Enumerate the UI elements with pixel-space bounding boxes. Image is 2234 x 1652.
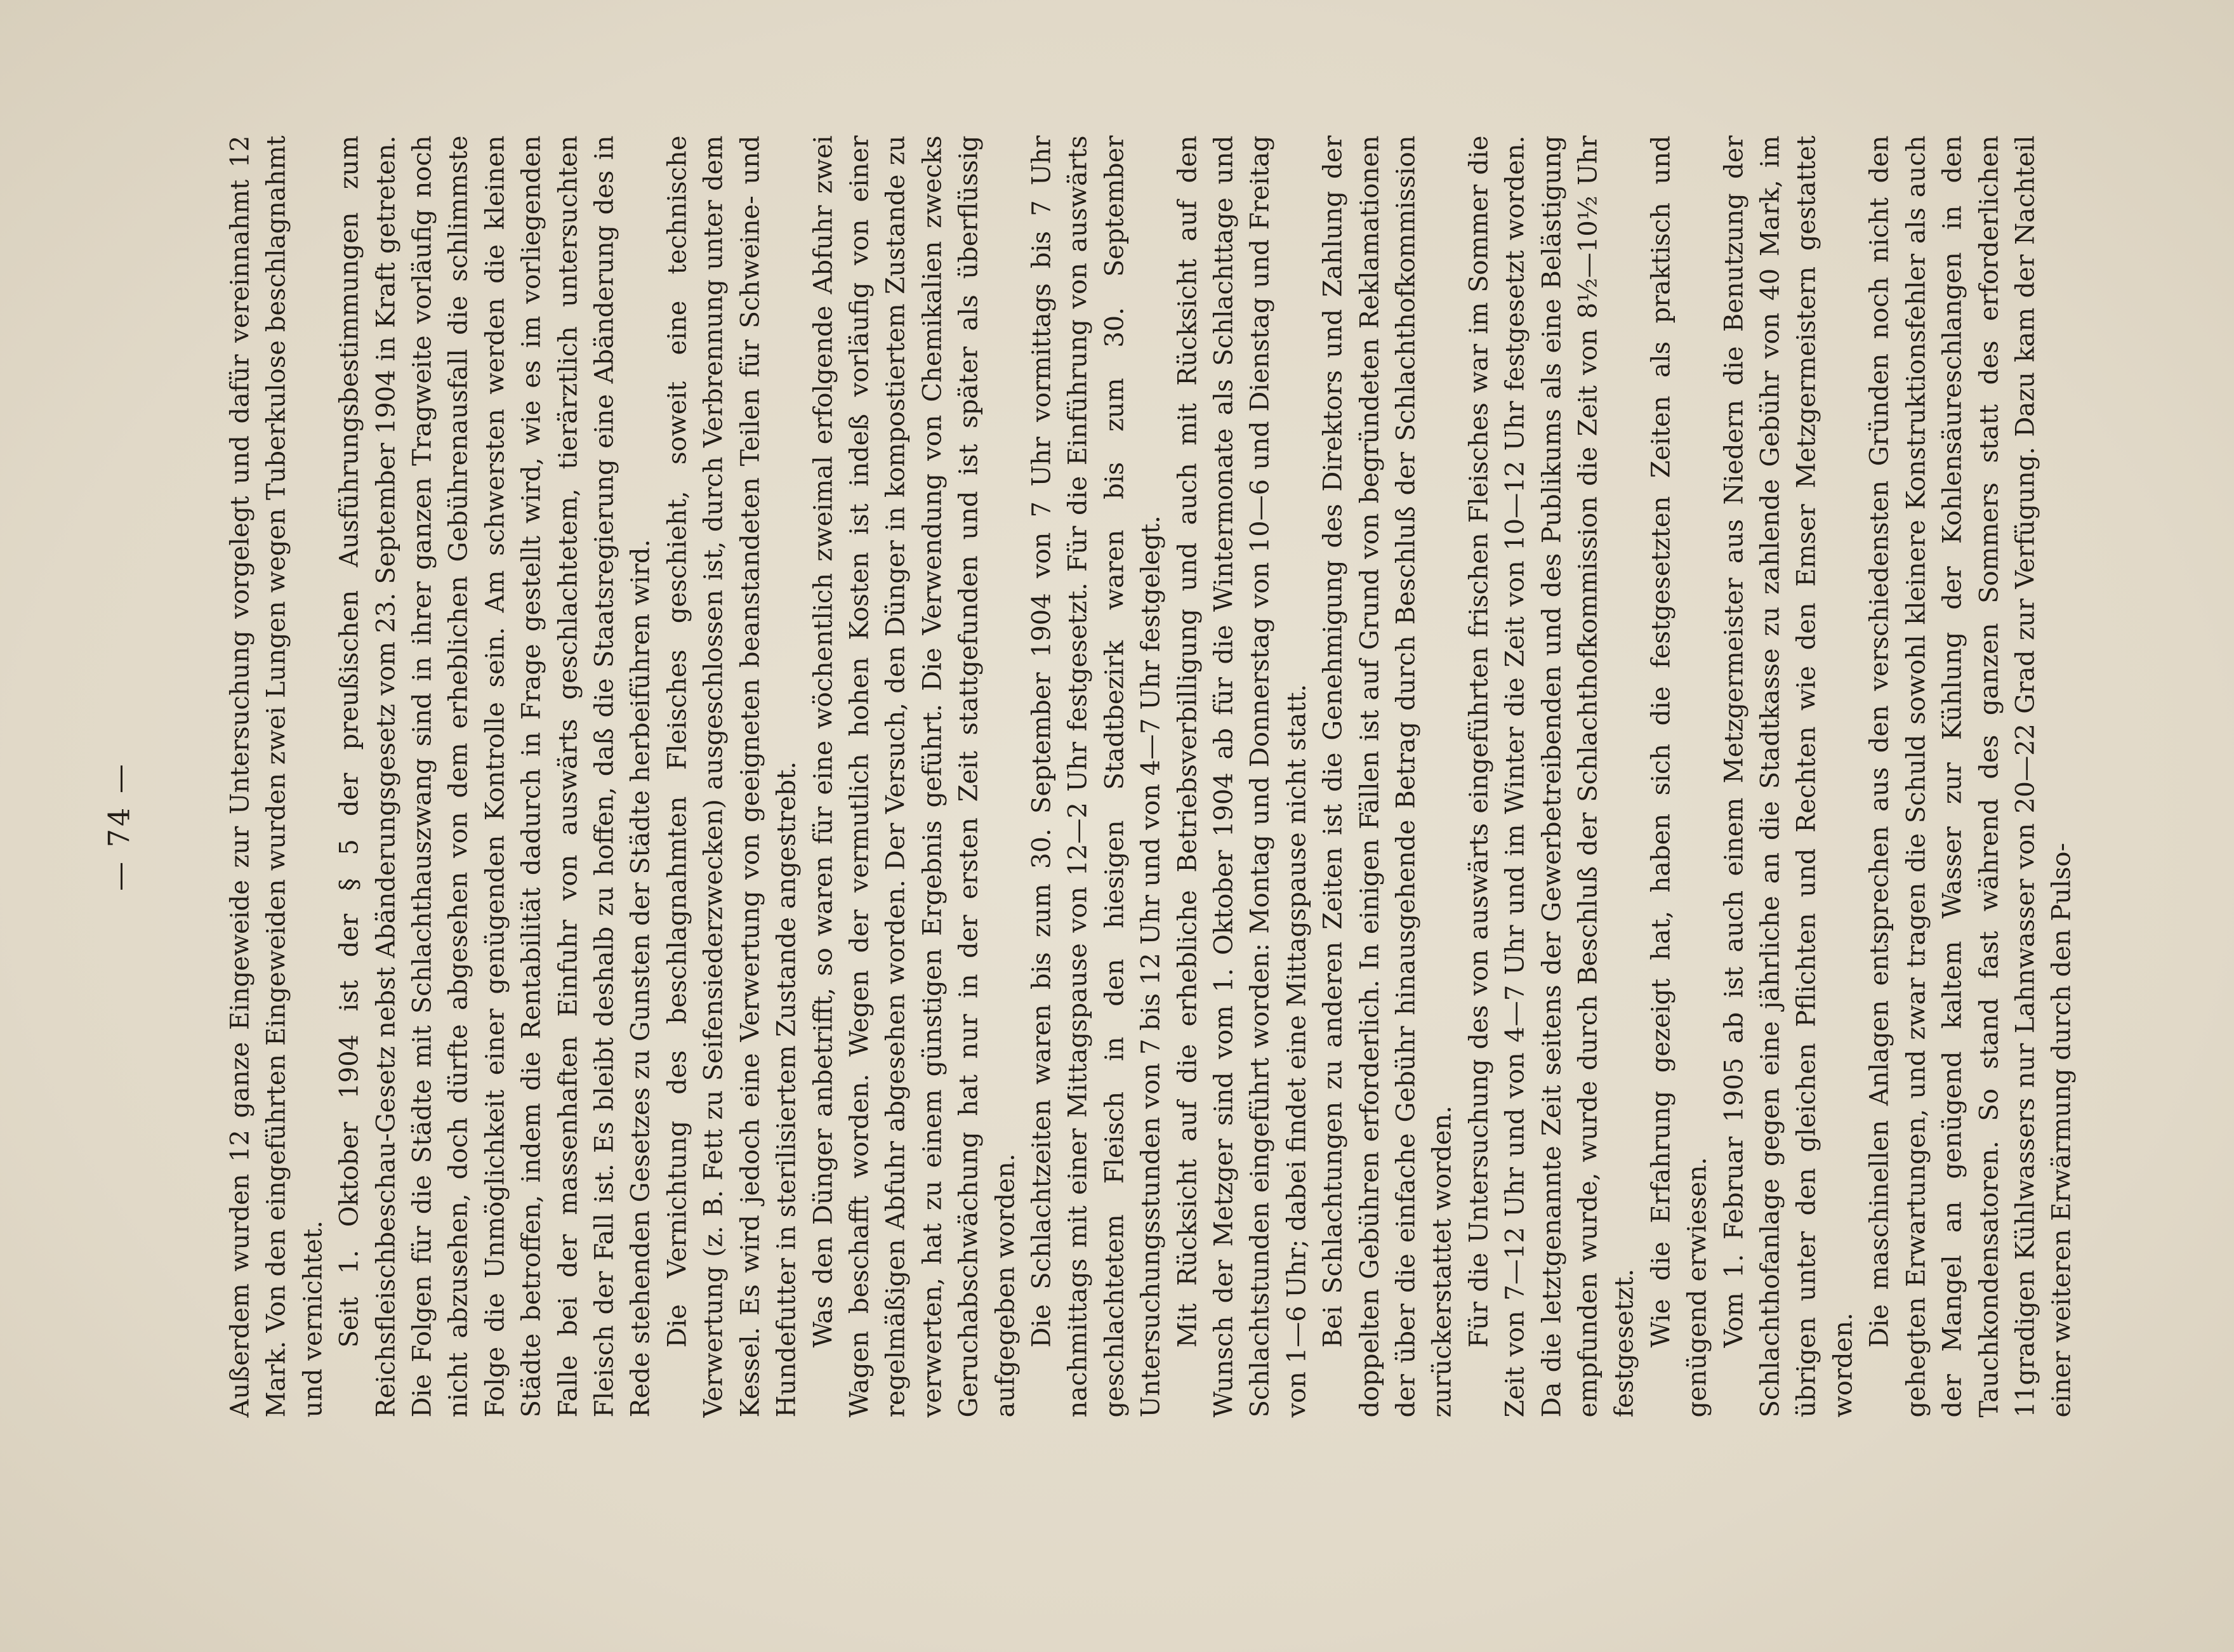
paragraph-ausfuehrungsbestimmungen: Seit 1. Oktober 1904 ist der § 5 der preußischen Ausführungsbestimmungen zum Reichsfleischbeschau-Gesetz nebst Abänderungsgesetz vom 23. September 1904 in Kraft getreten. Die Folgen für die Städte mit Schlachthauszwang sind in ihrer ganzen Tragweite vorläufig noch nicht abzusehen, doch dürfte abgesehen von dem erheblichen Gebührenausfall die schlimmste Folge die Unmöglichkeit einer genügenden Kontrolle sein. Am schwersten werden die kleinen Städte betroffen, indem die Rentabilität dadurch in Frage gestellt wird, wie es im vorliegenden Falle bei der massenhaften Einfuhr von auswärts geschlachtetem, tierärztlich untersuchten Fleisch der Fall ist. Es bleibt deshalb zu hoffen, daß die Staatsregierung eine Abänderung des in Rede stehenden Gesetzes zu Gunsten der Städte herbeiführen wird. bbox=[334, 135, 656, 1417]
paragraph-niedern: Vom 1. Februar 1905 ab ist auch einem Metzgermeister aus Niedern die Benutzung der Schlachthofanlage gegen eine jährliche an die Stadtkasse zu zahlende Gebühr von 40 Mark, im übrigen unter den gleichen Pflichten und Rechten wie den Emser Metzgermeistern gestattet worden. bbox=[1719, 135, 1858, 1417]
paragraph-duenger: Was den Dünger anbetrifft, so waren für eine wöchentlich zweimal erfolgende Abfuhr zwei Wagen beschafft worden. Wegen der vermutlich hohen Kosten ist indeß vorläufig von einer regelmäßigen Abfuhr abgesehen worden. Der Versuch, den Dünger in kompostiertem Zustande zu verwerten, hat zu einem günstigen Ergebnis geführt. Die Verwendung von Chemikalien zwecks Geruchabschwächung hat nur in der ersten Zeit stattgefunden und ist später als überflüssig aufgegeben worden. bbox=[808, 135, 1020, 1417]
paragraph-eingeweide: Außerdem wurden 12 ganze Eingeweide zur Untersuchung vorgelegt und dafür vereinnahmt 12 Mark. Von den eingeführten Eingeweiden wurden zwei Lungen wegen Tuberkulose beschlagnahmt und vernichtet. bbox=[225, 135, 327, 1417]
paragraph-andere-zeiten: Bei Schlachtungen zu anderen Zeiten ist die Genehmigung des Direktors und Zahlung der doppelten Gebühren erforderlich. In einigen Fällen ist auf Grund von begründeten Reklamationen der über die einfache Gebühr hinausgehende Betrag durch Beschluß der Schlachthofkommission zurückerstattet worden. bbox=[1318, 135, 1457, 1417]
paragraph-vernichtung: Die Vernichtung des beschlagnahmten Fleisches geschieht, soweit eine technische Verwertung (z. B. Fett zu Seifensiederzwecken) ausgeschlossen ist, durch Verbrennung unter dem Kessel. Es wird jedoch eine Verwertung von geeigneten beanstandeten Teilen für Schweine- und Hundefutter in sterilisiertem Zustande angestrebt. bbox=[662, 135, 802, 1417]
paragraph-maschinelle-anlagen: Die maschinellen Anlagen entsprechen aus den verschiedensten Gründen noch nicht den gehegten Erwartungen, und zwar tragen die Schuld sowohl kleinere Konstruktionsfehler als auch der Mangel an genügend kaltem Wasser zur Kühlung der Kohlensäureschlangen in den Tauchkondensatoren. So stand fast während des ganzen Sommers statt des erforderlichen 11gradigen Kühlwassers nur Lahnwasser von 20—22 Grad zur Verfügung. Dazu kam der Nachteil einer weiteren Erwärmung durch den Pulso- bbox=[1865, 135, 2077, 1417]
body-text bbox=[222, 135, 2080, 1417]
paragraph-schlachtzeiten: Die Schlachtzeiten waren bis zum 30. September 1904 von 7 Uhr vormittags bis 7 Uhr nachmittags mit einer Mittagspause von 12—2 Uhr festgesetzt. Für die Einführung von auswärts geschlachtetem Fleisch in den hiesigen Stadtbezirk waren bis zum 30. September Untersuchungsstunden von 7 bis 12 Uhr und von 4—7 Uhr festgelegt. bbox=[1026, 135, 1166, 1417]
page-number: — 74 — bbox=[102, 761, 136, 891]
paragraph-erfahrung: Wie die Erfahrung gezeigt hat, haben sich die festgesetzten Zeiten als praktisch und genügend erwiesen. bbox=[1646, 135, 1712, 1417]
paragraph-untersuchung: Für die Untersuchung des von auswärts eingeführten frischen Fleisches war im Sommer die Zeit von 7—12 Uhr und von 4—7 Uhr und im Winter die Zeit von 10—12 Uhr festgesetzt worden. Da die letztgenannte Zeit seitens der Gewerbetreibenden und des Publikums als eine Belästigung empfunden wurde, wurde durch Beschluß der Schlachthofkommission die Zeit von 8½—10½ Uhr festgesetzt. bbox=[1464, 135, 1639, 1417]
paragraph-wintermonate: Mit Rücksicht auf die erhebliche Betriebsverbilligung und auch mit Rücksicht auf den Wunsch der Metzger sind vom 1. Oktober 1904 ab für die Wintermonate als Schlachttage und Schlachtstunden eingeführt worden: Montag und Donnerstag von 10—6 und Dienstag und Freitag von 1—6 Uhr; dabei findet eine Mittagspause nicht statt. bbox=[1172, 135, 1311, 1417]
